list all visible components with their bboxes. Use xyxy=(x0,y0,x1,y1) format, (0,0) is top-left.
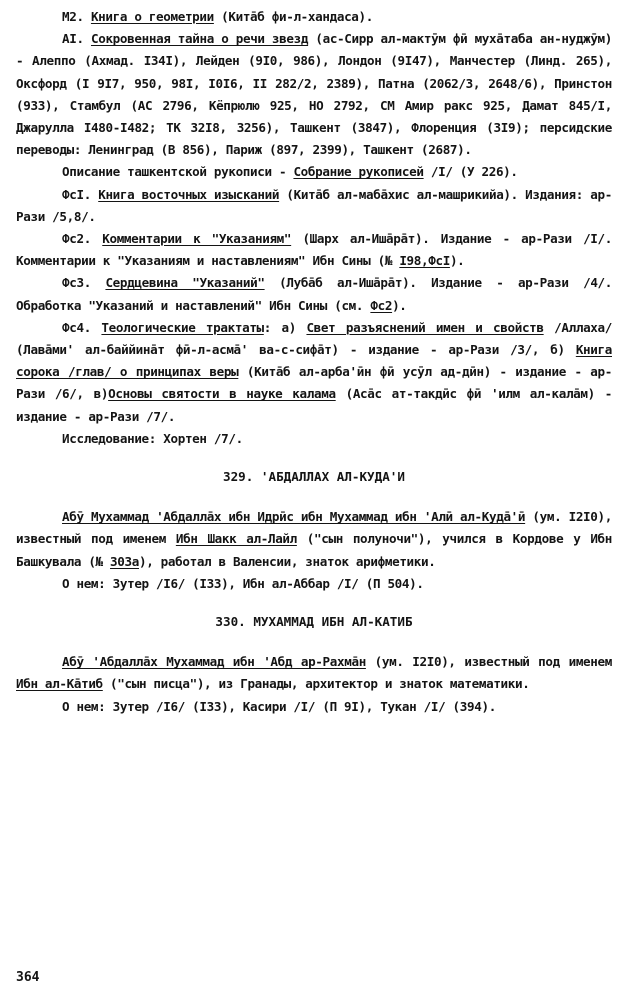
entry-end: ). xyxy=(449,253,465,269)
entry-label: ФсI. xyxy=(62,186,91,202)
page-number: 364 xyxy=(16,970,40,985)
entry-a1 xyxy=(16,28,612,161)
tashkent-description xyxy=(16,161,612,183)
body-text: (ум. I2I0), известный под именем xyxy=(365,654,612,670)
entry-text: (ас-Сирр ал-мактӯм фӣ мухāтаба ан-нуджӯм) - Алеппо (Ахмад. I34I), Лейден (9I0, 986), Лондон (9I47), Манчестер (Линд. 265), Оксфорд (I 9I7, 950, 98I, I0I6, II 282/2, 2389), Патна (2062/3, 2648/6), Принстон (933), Стамбул (АС 2796, Кёпрюлю 925, НО 2792, СМ Амир ракс 925, Дамат 845/I, Джарулла I480-I482; ТК 32I8, 3256), Ташкент (3847), Флоренция (3I9); персидские переводы: Ленинград (В 856), Париж (897, 2399), Ташкент (2687). xyxy=(16,31,613,158)
entry-fs4 xyxy=(16,317,612,428)
description-lead: Описание ташкентской рукописи - xyxy=(62,164,294,180)
section-330-heading: 330. МУХАММАД ИБН АЛ-КАТИБ xyxy=(215,614,413,630)
entry-fs1 xyxy=(16,184,612,228)
reference-link: Собрание рукописей xyxy=(293,164,424,180)
entry-text: (Китāб ал-арба'ӣн фӣ усӯл ад-дӣн) - издание - ар-Рази /6/, в) xyxy=(16,364,612,402)
entry-label: Фс3. xyxy=(62,275,91,291)
section-329-body xyxy=(16,506,612,573)
author-name: Абӯ 'Абдаллāх Мухаммад ибн 'Абд ар-Рахмāн xyxy=(62,654,366,670)
entry-title: Сердцевина "Указаний" xyxy=(105,275,265,291)
entry-end: ). xyxy=(392,297,407,313)
treatise-b-title: Книга сорока /глав/ о принципах веры xyxy=(16,342,612,380)
entry-title: Книга восточных изысканий xyxy=(98,186,280,202)
author-name: Абӯ Мухаммад 'Абдаллāх ибн Идрӣс ибн Мухаммад ибн 'Алӣ ал-Кудā'ӣ xyxy=(62,509,526,525)
entry-title: Комментарии к "Указаниям" xyxy=(102,231,292,247)
entry-label: АI. xyxy=(62,31,84,47)
author-alias: Ибн Шакк ал-Лайл xyxy=(175,531,297,547)
section-330-about: О нем: Зутер /I6/ (I33), Касири /I/ (П 9I), Тукан /I/ (394). xyxy=(62,698,496,714)
treatise-c-title: Основы святости в науке калама xyxy=(108,386,336,402)
page-text-block xyxy=(16,6,612,718)
entry-text: /Аллаха/ (Лавāми' ал-баййинāт фӣ-л-асмā' ва-с-сифāт) - издание - ар-Рази /3/, б) xyxy=(16,319,612,358)
body-text: ("сын писца"), из Гранады, архитектор и знаток математики. xyxy=(102,676,530,692)
section-330-body xyxy=(16,651,612,695)
author-alias: Ибн ал-Кāтиб xyxy=(16,676,103,692)
entry-label: М2. xyxy=(62,9,84,24)
entry-fs2 xyxy=(16,228,612,272)
entry-title: Сокровенная тайна о речи звезд xyxy=(90,31,309,47)
entry-fs3 xyxy=(16,272,612,316)
entry-label: Фс4. xyxy=(62,319,91,335)
entry-title: Книга о геометрии xyxy=(90,9,214,24)
entry-text: : а) xyxy=(263,319,307,335)
entry-text: (Китāб ал-мабāхис ал-машрикийа). Издания: ар-Рази /5,8/. xyxy=(16,186,612,224)
entry-text: (Асāс ат-такдӣс фӣ 'илм ал-калāм) - издание - ар-Рази /7/. xyxy=(16,386,612,424)
entry-label: Фс2. xyxy=(62,231,91,247)
treatise-a-title: Свет разъяснений имен и свойств xyxy=(306,319,544,335)
body-text: (ум. I2I0), известный под именем xyxy=(16,509,612,547)
section-329-about: О нем: Зутер /I6/ (I33), Ибн ал-Аббар /I/ (П 504). xyxy=(62,575,424,591)
research-line: Исследование: Хортен /7/. xyxy=(62,430,243,446)
cross-reference: Фс2 xyxy=(370,297,393,313)
entry-text: (Шарх ал-Ишāрāт). Издание - ар-Рази /I/. Комментарии к "Указаниям и наставлениям" Ибн Сины (№ xyxy=(16,231,613,269)
section-329-heading: 329. 'АБДАЛЛАХ АЛ-КУДА'И xyxy=(223,469,405,485)
entry-title: Теологические трактаты xyxy=(101,319,264,335)
cross-reference: 303а xyxy=(110,553,139,569)
body-text: ), работал в Валенсии, знаток арифметики. xyxy=(138,553,436,569)
body-text: ("сын полуночи"), учился в Кордове у Ибн Башкувала (№ xyxy=(16,531,613,569)
entry-m2 xyxy=(16,6,612,28)
description-tail: /I/ (У 226). xyxy=(423,164,518,180)
cross-reference: I98,ФсI xyxy=(399,253,450,269)
entry-text: (Лубāб ал-Ишāрāт). Издание - ар-Рази /4/. Обработка "Указаний и наставлений" Ибн Сины (см. xyxy=(16,275,613,313)
entry-translit: (Китāб фи-л-хандаса). xyxy=(213,9,373,24)
